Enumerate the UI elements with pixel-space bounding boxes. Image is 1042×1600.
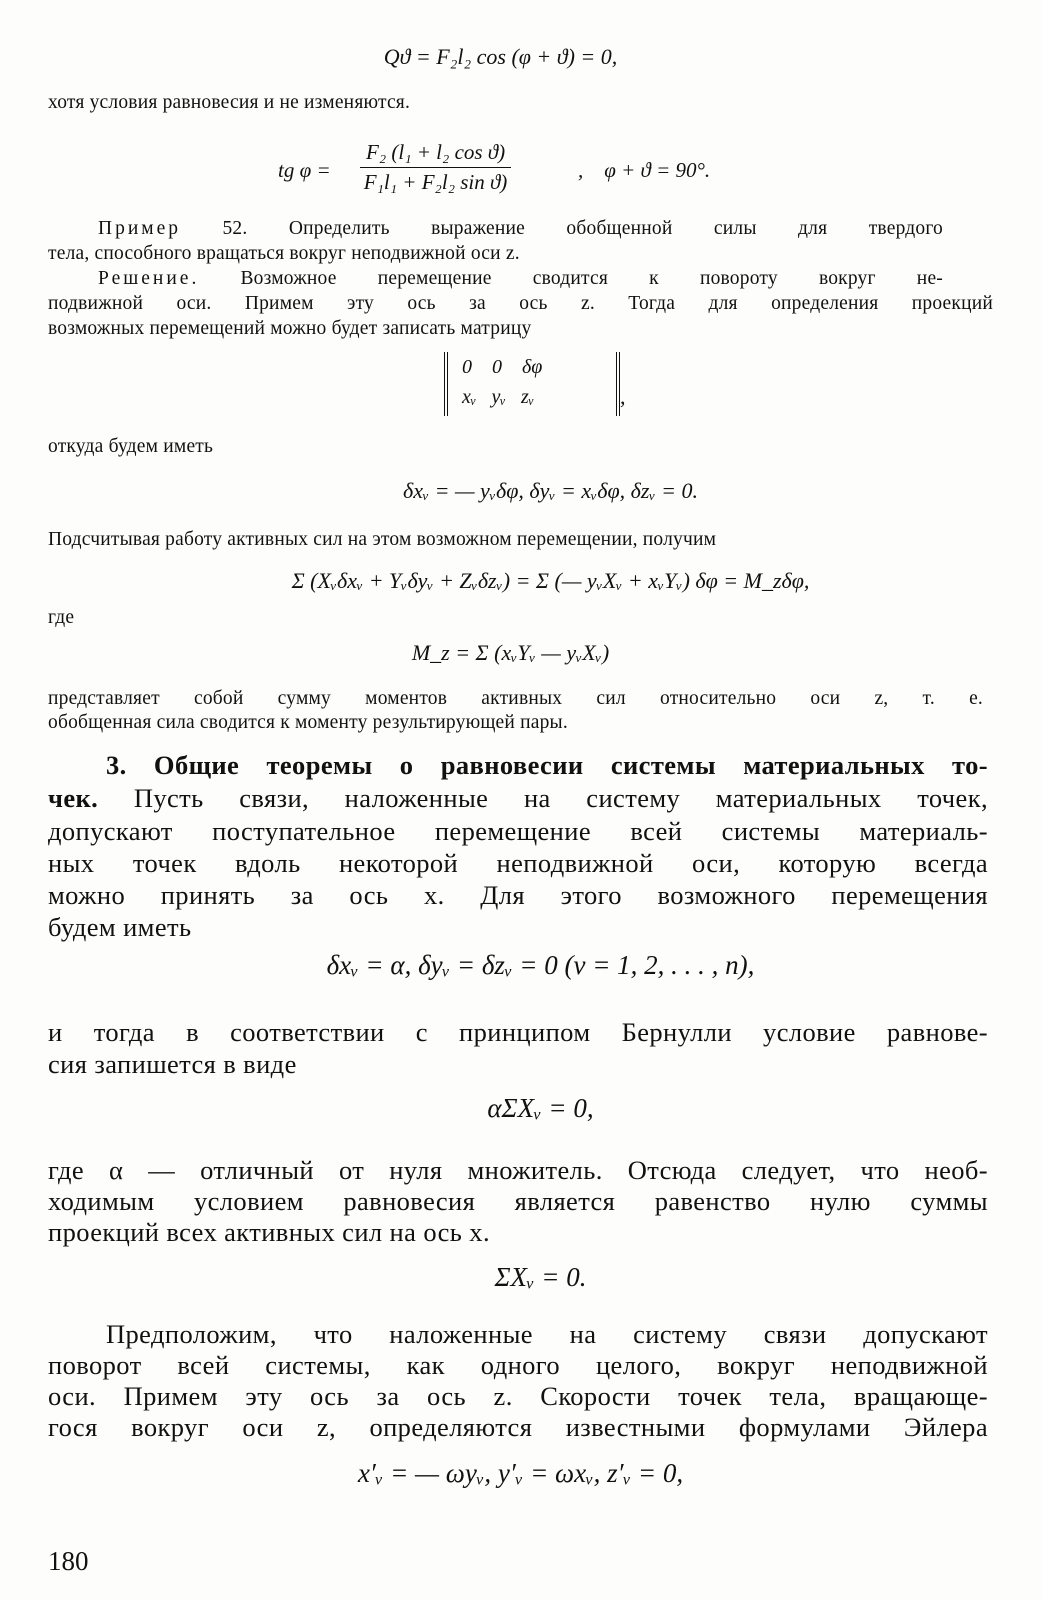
equation-euler: x′ᵥ = — ωyᵥ, y′ᵥ = ωxᵥ, z′ᵥ = 0, [357,1458,684,1488]
matrix-row-1: 0 0 δφ [462,356,543,378]
tg-numerator: F₂ (l₁ + l₂ cos ϑ) [360,140,511,168]
solution-line-2: подвижной оси. Примем эту ось за ось z. Тогда для определения проекций [48,293,993,314]
example-line-1: Пример 52. Определить выражение обобщенной силы для твердого [98,218,943,239]
text-line: где [48,607,75,628]
page-number: 180 [48,1546,89,1576]
text-line: откуда будем иметь [48,436,214,457]
matrix [444,352,620,416]
equation-alpha: δxᵥ = α, δyᵥ = δzᵥ = 0 (ν = 1, 2, . . . , n), [326,950,755,980]
tg-fraction [360,140,511,195]
solution-line-1: Решение. Возможное перемещение сводится к повороту вокруг не- [98,268,943,289]
text-line: Подсчитывая работу активных сил на этом возможном перемещении, получим [48,529,717,550]
text-line: оси. Примем эту ось за ось z. Скорости точек тела, вращающе- [48,1381,988,1411]
equation-deltas: δxᵥ = — yᵥδφ, δyᵥ = xᵥδφ, δzᵥ = 0. [403,478,698,503]
text-line: проекций всех активных сил на ось x. [48,1217,490,1247]
equation-tg-phi [48,140,993,200]
section-title: 3. Общие теоремы о равновесии системы материальных то- [106,750,988,780]
text-line: и тогда в соответствии с принципом Бернулли условие равнове- [48,1017,988,1047]
section-line-2: допускают поступательное перемещение всей системы материаль- [48,816,988,846]
text-line: сия запишется в виде [48,1049,297,1079]
equation-sum-work: Σ (Xᵥδxᵥ + Yᵥδyᵥ + Zᵥδzᵥ) = Σ (— yᵥXᵥ + xᵥYᵥ) δφ = M_zδφ, [291,568,810,593]
equation-alpha-sum: αΣXᵥ = 0, [487,1093,594,1123]
text-line: обобщенная сила сводится к моменту результирующей пары. [48,712,568,733]
tg-right: , φ + ϑ = 90°. [578,158,711,182]
matrix-comma: , [620,384,626,409]
text-line: гося вокруг оси z, определяются известными формулами Эйлера [48,1412,988,1442]
tg-left: tg φ = [278,158,331,182]
text-line: хотя условия равновесия и не изменяются. [48,92,411,113]
section-heading [48,750,988,781]
text-line: поворот всей системы, как одного целого, вокруг неподвижной [48,1350,988,1380]
equation-q-theta: Qϑ = F₂l₂ cos (φ + ϑ) = 0, [383,44,618,69]
section-line-1: чек. Пусть связи, наложенные на систему материальных точек, [48,783,988,813]
text-line: где α — отличный от нуля множитель. Отсюда следует, что необ- [48,1155,988,1185]
equation-sum-x: ΣXᵥ = 0. [494,1262,587,1292]
text-line: ходимым условием равновесия является равенство нулю суммы [48,1186,988,1216]
solution-line-3: возможных перемещений можно будет записать матрицу [48,318,532,339]
solution-label: Решение. [98,268,200,289]
text-line: представляет собой сумму моментов активных сил относительно оси z, т. е. [48,688,983,709]
text-line: Предположим, что наложенные на систему связи допускают [106,1319,988,1349]
section-line-4: можно принять за ось x. Для этого возможного перемещения [48,880,988,910]
example-line-2: тела, способного вращаться вокруг неподвижной оси z. [48,243,520,264]
example-label: Пример [98,218,182,239]
matrix-row-2: xᵥ yᵥ zᵥ [462,386,535,408]
section-line-5: будем иметь [48,912,192,942]
tg-denominator: F₁l₁ + F₂l₂ sin ϑ) [363,170,508,194]
equation-mz: M_z = Σ (xᵥYᵥ — yᵥXᵥ) [411,640,610,665]
section-line-3: ных точек вдоль некоторой неподвижной оси, которую всегда [48,848,988,878]
section-title-end: чек. [48,783,99,813]
